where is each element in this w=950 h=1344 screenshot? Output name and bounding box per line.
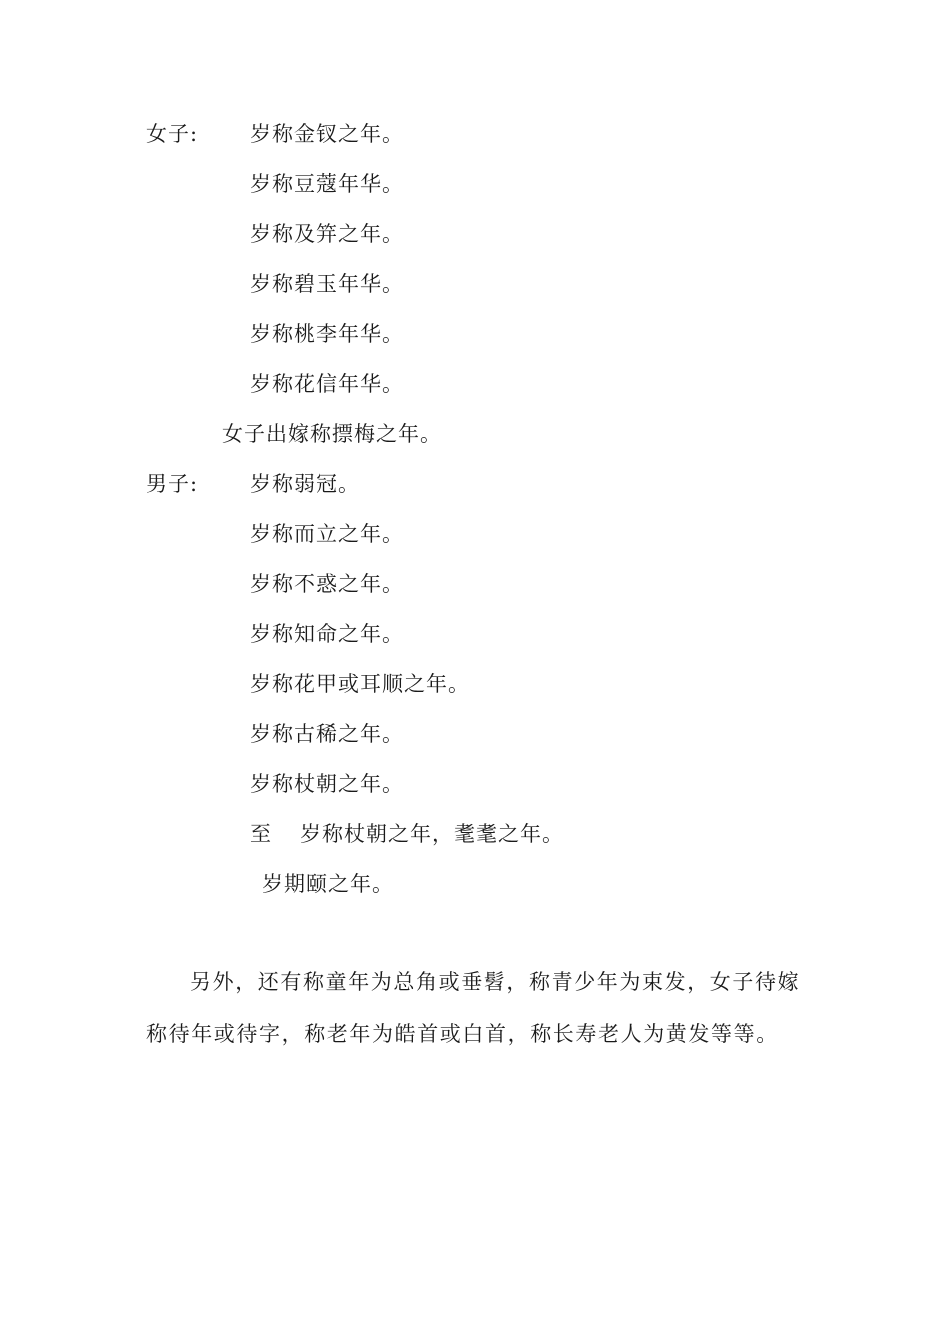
male-entry-7: 岁称杖朝之年。 bbox=[250, 772, 404, 796]
female-entry-4: 岁称碧玉年华。 bbox=[250, 272, 404, 296]
male-entry-3: 岁称不惑之年。 bbox=[250, 572, 404, 596]
male-entry-5: 岁称花甲或耳顺之年。 bbox=[250, 672, 470, 696]
range-text: 岁称杖朝之年，耄耄之年。 bbox=[300, 822, 564, 846]
male-entry-1: 岁称弱冠。 bbox=[250, 472, 360, 496]
male-entry-2: 岁称而立之年。 bbox=[250, 522, 404, 546]
closing-paragraph: 另外，还有称童年为总角或垂髫，称青少年为束发，女子待嫁称待年或待字，称老年为皓首或白首，称长寿老人为黄发等等。 bbox=[146, 970, 801, 1046]
male-range-line bbox=[250, 820, 564, 848]
female-entry-5: 岁称桃李年华。 bbox=[250, 322, 404, 346]
female-entry-2: 岁称豆蔻年华。 bbox=[250, 172, 404, 196]
male-label: 男子: bbox=[146, 472, 199, 496]
female-label: 女子: bbox=[146, 122, 199, 146]
range-prefix: 至 bbox=[250, 822, 272, 846]
female-entry-1: 岁称金钗之年。 bbox=[250, 122, 404, 146]
male-entry-6: 岁称古稀之年。 bbox=[250, 722, 404, 746]
female-entry-6: 岁称花信年华。 bbox=[250, 372, 404, 396]
female-entry-3: 岁称及笄之年。 bbox=[250, 222, 404, 246]
male-entry-4: 岁称知命之年。 bbox=[250, 622, 404, 646]
female-marriage-line: 女子出嫁称摽梅之年。 bbox=[222, 422, 442, 446]
male-last-entry: 岁期颐之年。 bbox=[262, 872, 394, 896]
